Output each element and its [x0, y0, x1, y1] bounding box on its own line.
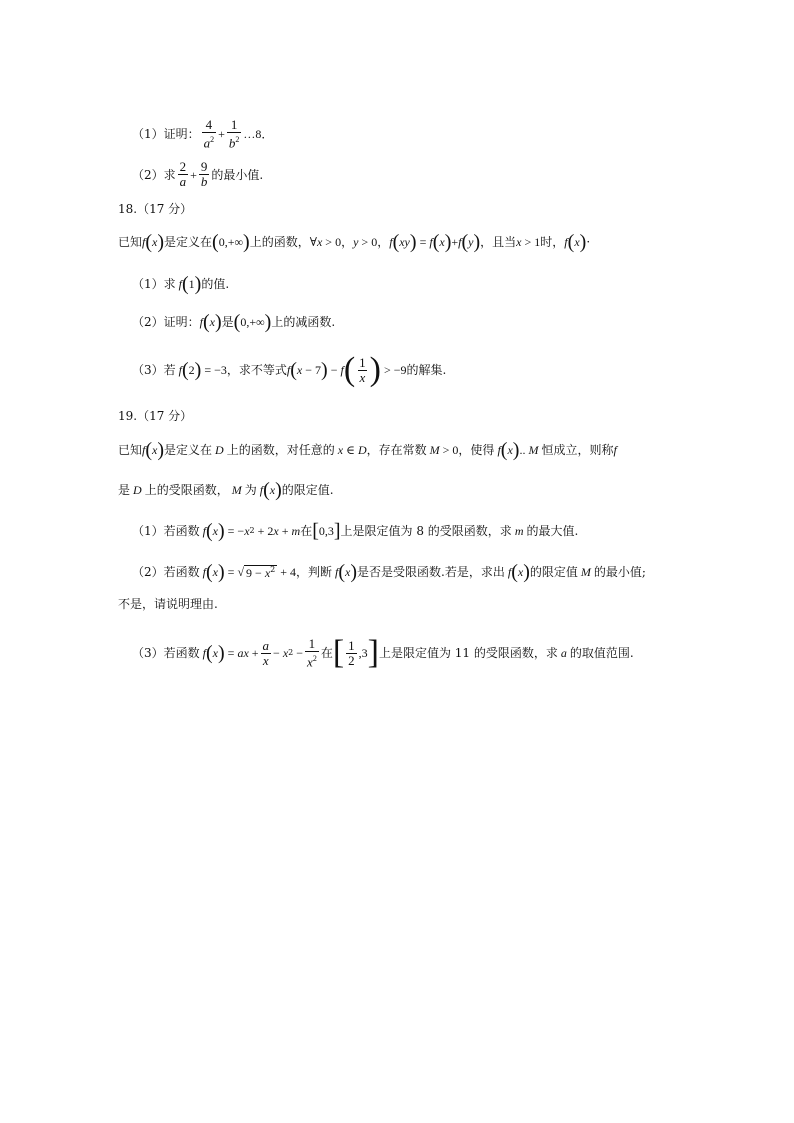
- question-19-part-2: （2）若函数 f ( x ) = √ $9 - x^2$ + 4 ，判断 f ( x ) 是否是受限函数.若是，求出 f ( x ) 的限定值 M 的最小值;: [132, 561, 646, 583]
- question-17-part-2: （2）求 $\frac{2}{a}$ + $\frac{9}{b}$ 的最小值.: [132, 159, 264, 189]
- question-19-stem-line-1: 已知 f ( x ) 是定义在 D 上的函数，对任意的 x ∈ D ，存在常数 M > 0 ，使得 f ( x ) .. M 恒成立，则称 f: [118, 439, 617, 461]
- question-18-header: 18.（17 分）: [118, 202, 193, 216]
- text: （1）证明：: [132, 127, 200, 142]
- question-19-stem-line-2: 是 D 上的受限函数， M 为 f ( x ) 的限定值.: [118, 479, 334, 501]
- question-18-part-1: （1）求 f ( 1 ) 的值.: [132, 273, 230, 295]
- question-17-part-1: （1）证明： $\frac{4}{a^2}$ + $\frac{1}{b^2}$ …8．: [132, 117, 274, 151]
- fraction: $\frac{4}{a^2}$: [203, 117, 215, 151]
- question-19-part-2-cont: 不是，请说明理由.: [118, 597, 218, 611]
- question-19-part-3: （3）若函数 f ( x ) = ax + $\frac{a}{x}$ − x 2 − $\frac{1}{x^2}$ 在 [ $\frac{1}{2}$ ,3 ] 上是限定值为 11 的受限函数，求 a 的取值范围.: [132, 634, 634, 671]
- question-19-header: 19.（17 分）: [118, 409, 193, 423]
- question-18-part-2: （2）证明： f ( x ) 是 ( 0,+∞ ) 上的减函数.: [132, 311, 336, 333]
- question-19-part-1: （1）若函数 f ( x ) = − x 2 + 2 x + m 在 [ 0,3 ] 上是限定值为 8 的受限函数，求 m 的最大值.: [132, 520, 579, 542]
- question-18-stem: 已知 f ( x ) 是定义在 ( 0,+∞ ) 上的函数，∀ x > 0 ， y > 0 ， f ( xy ) = f ( x ) + f ( y ) ，且当 x > 1 时， f ( x ) ·: [118, 231, 591, 253]
- question-18-part-3: （3）若 f ( 2 ) = −3 ，求不等式 f ( x − 7 ) − f ( $\frac{1}{x}$ ) > −9 的解集.: [132, 351, 447, 388]
- fraction: $\frac{1}{b^2}$: [228, 117, 240, 151]
